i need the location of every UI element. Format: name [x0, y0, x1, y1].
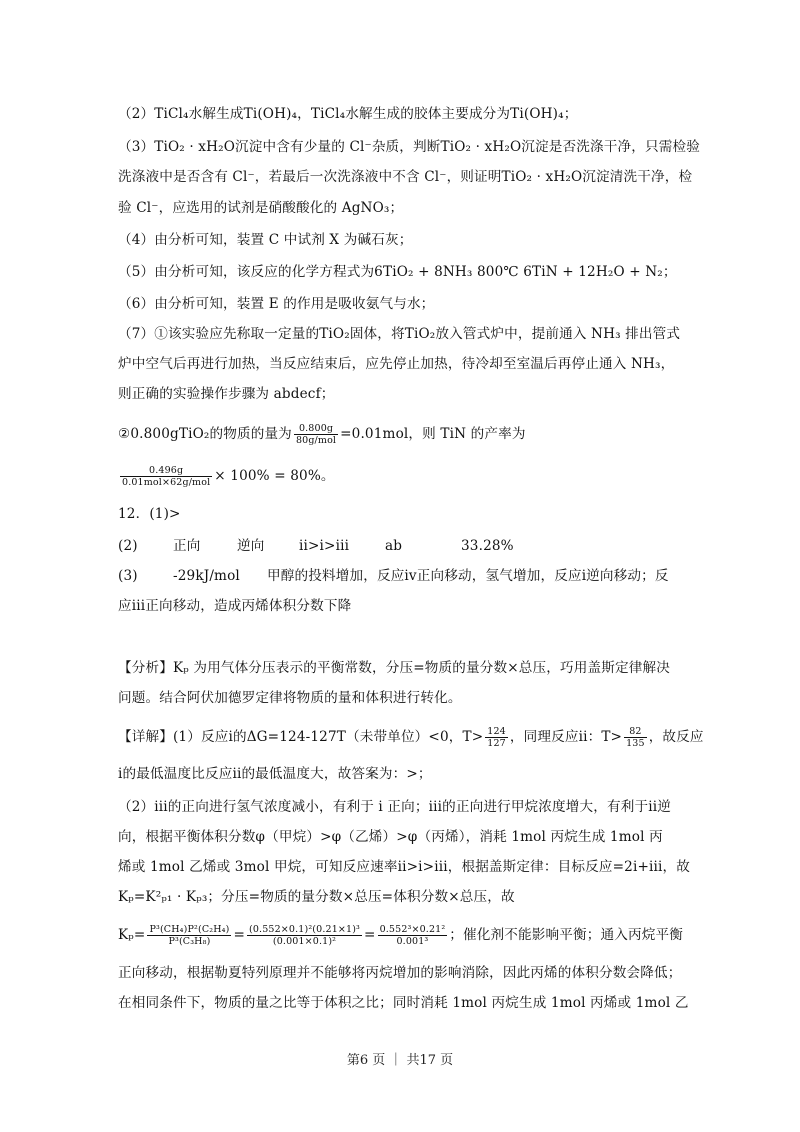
text-line: [118, 536, 698, 556]
equals-sign: =: [364, 927, 376, 943]
text-fragment: (2): [118, 538, 138, 554]
text-fragment: ；催化剂不能影响平衡；通入丙烷平衡: [449, 927, 683, 943]
text-fragment: 甲醇的投料增加，反应iv正向移动，氢气增加，反应i逆向移动；反: [267, 568, 669, 584]
text-fragment: ii>i>iii: [299, 538, 350, 554]
fraction: [147, 924, 231, 947]
fraction-numerator: 82: [624, 726, 647, 738]
text-line: （6）由分析可知，装置 E 的作用是吸收氨气与水；: [118, 296, 435, 312]
text-line: （5）由分析可知，该反应的化学方程式为6TiO₂ + 8NH₃ 800℃ 6TiN + 12H₂O + N₂；: [118, 264, 677, 280]
fraction: [378, 924, 448, 947]
fraction-numerator: 0.552³×0.21²: [379, 924, 446, 935]
text-line: （3）TiO₂ · xH₂O沉淀中含有少量的 Cl⁻杂质，判断TiO₂ · xH₂O沉淀是否洗涤干净，只需检验: [118, 139, 700, 155]
fraction-numerator: 0.496g: [120, 465, 212, 477]
text-fragment: =0.01mol，则 TiN 的产率为: [340, 426, 526, 442]
fraction-denominator: P³(C₃H₈): [168, 936, 211, 947]
text-fragment: 33.28%: [461, 538, 514, 554]
text-line: 12．(1)>: [118, 506, 181, 522]
text-fragment: × 100% = 80%。: [214, 468, 335, 484]
text-fragment: ，故反应: [648, 729, 704, 745]
text-line: [118, 566, 698, 586]
text-line: Kₚ=K²ₚ₁ · Kₚ₃；分压=物质的量分数×总压=体积分数×总压，故: [118, 889, 515, 905]
text-line: 向，根据平衡体积分数φ（甲烷）>φ（乙烯）>φ（丙烯），消耗 1mol 丙烷生成 1mol 丙: [118, 829, 663, 845]
page-footer: 第6 页 ｜ 共17 页: [346, 1053, 454, 1068]
text-fragment: 逆向: [237, 538, 265, 554]
text-line: （2）iii的正向进行氢气浓度减小，有利于 i 正向；iii的正向进行甲烷浓度增大，有利于ii逆: [118, 799, 671, 815]
text-fragment: (3): [118, 568, 138, 584]
text-line: i的最低温度比反应ii的最低温度大，故答案为：>；: [118, 766, 432, 782]
equals-sign: =: [233, 927, 245, 943]
fraction-denominator: 80g/mol: [295, 435, 337, 446]
fraction-denominator: 0.01mol×62g/mol: [122, 477, 211, 488]
text-fragment: ②0.800gTiO₂的物质的量为: [118, 426, 292, 442]
fraction-numerator: 124: [487, 726, 506, 737]
text-fragment: 【详解】(1）反应i的ΔG=124-127T（未带单位）<0，T>: [118, 729, 484, 745]
fraction-denominator: 127: [487, 738, 506, 749]
fraction-denominator: 0.001³: [396, 936, 429, 947]
text-line: （7）①该实验应先称取一定量的TiO₂固体，将TiO₂放入管式炉中，提前通入 NH₃ 排出管式: [118, 326, 681, 342]
text-line: （2）TiCl₄水解生成Ti(OH)₄，TiCl₄水解生成的胶体主要成分为Ti(OH)₄；: [118, 106, 578, 122]
text-fragment: ab: [385, 538, 403, 554]
text-line: 应iii正向移动，造成丙烯体积分数下降: [118, 598, 352, 614]
text-line: （4）由分析可知，装置 C 中试剂 X 为碱石灰；: [118, 232, 413, 248]
text-line: 烯或 1mol 乙烯或 3mol 甲烷，可知反应速率ii>i>iii，根据盖斯定律：目标反应=2i+iii，故: [118, 859, 690, 875]
text-fragment: ，同理反应ii：T>: [509, 729, 623, 745]
text-line: 正向移动，根据勒夏特列原理并不能够将丙烷增加的影响消除，因此丙烯的体积分数会降低；: [118, 965, 682, 981]
fraction-numerator: P³(CH₄)P²(C₂H₄): [149, 924, 230, 935]
text-line: 炉中空气后再进行加热，当反应结束后，应先停止加热，待冷却至室温后再停止通入 NH₃，: [118, 356, 675, 372]
text-line: [118, 465, 698, 488]
text-line: 验 Cl⁻，应选用的试剂是硝酸酸化的 AgNO₃；: [118, 200, 404, 216]
text-line: 则正确的实验操作步骤为 abdecf；: [118, 386, 335, 402]
fraction-denominator: (0.001×0.1)²: [272, 936, 337, 947]
text-line: [118, 924, 698, 947]
text-line: 【分析】Kₚ 为用气体分压表示的平衡常数，分压=物质的量分数×总压，巧用盖斯定律解决: [118, 660, 670, 676]
fraction-numerator: 0.800g: [294, 423, 338, 435]
fraction: [485, 726, 508, 749]
text-line: 在相同条件下，物质的量之比等于体积之比；同时消耗 1mol 丙烷生成 1mol 丙烯或 1mol 乙: [118, 995, 689, 1011]
fraction-numerator: (0.552×0.1)²(0.21×1)³: [249, 924, 361, 935]
fraction: [247, 924, 362, 947]
text-fragment: -29kJ/mol: [173, 568, 240, 584]
text-fragment: Kₚ=: [118, 927, 146, 943]
text-line: [118, 423, 698, 446]
text-fragment: 正向: [173, 538, 201, 554]
fraction: [624, 726, 647, 749]
fraction: [294, 423, 338, 446]
fraction-denominator: 135: [626, 738, 645, 749]
text-line: [118, 726, 704, 749]
text-line: 洗涤液中是否含有 Cl⁻，若最后一次洗涤液中不含 Cl⁻，则证明TiO₂ · xH₂O沉淀清洗干净，检: [118, 169, 693, 185]
fraction: [120, 465, 212, 488]
text-line: 问题。结合阿伏加德罗定律将物质的量和体积进行转化。: [118, 690, 462, 706]
